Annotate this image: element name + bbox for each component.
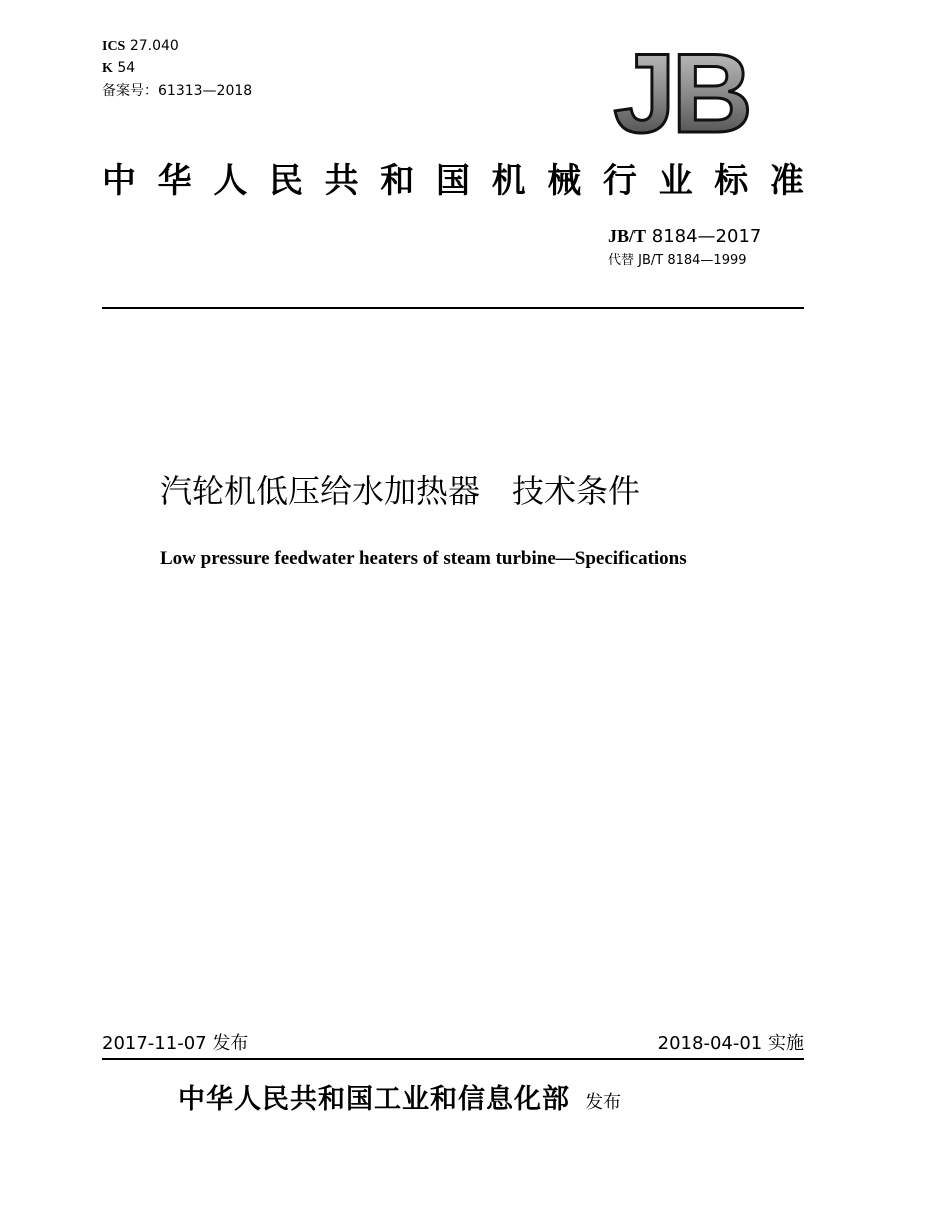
industry-title-char: 国 [435,161,470,201]
industry-title-char: 共 [324,161,359,201]
industry-title-char: 械 [547,161,582,201]
ics-code [102,38,179,55]
record-number: 备案号：61313—2018 [102,83,253,99]
standard-code: 8184—2017 [651,226,762,247]
classification-code [102,60,135,77]
industry-title-char: 机 [491,161,526,201]
header-divider [102,307,804,309]
ics-label: ICS [102,39,126,54]
replaces-standard: 代替 JB/T 8184—1999 [608,253,747,268]
industry-title-char: 和 [380,161,415,201]
ics-value: 27.040 [129,38,179,54]
industry-standard-title [102,157,804,205]
classification-label: K [102,61,113,76]
jb-logo-text: JB [613,42,749,142]
issuer-action: 发布 [585,1092,622,1113]
industry-title-char: 标 [714,161,749,201]
issuer [178,1080,621,1123]
industry-title-char: 民 [268,161,303,201]
industry-title-char: 华 [157,161,192,201]
standard-number [608,225,761,248]
jb-logo [598,42,764,142]
industry-title-char: 中 [102,161,136,201]
industry-title-char: 业 [658,161,693,201]
issue-date: 2017-11-07 发布 [102,1033,249,1054]
implementation-date: 2018-04-01 实施 [657,1033,804,1054]
footer-divider [102,1058,804,1060]
industry-title-char: 行 [602,161,637,201]
classification-value: 54 [117,60,136,76]
document-title-zh: 汽轮机低压给水加热器 技术条件 [160,472,641,510]
industry-title-char: 人 [213,161,248,201]
document-title-en: Low pressure feedwater heaters of steam turbine—Specifications [160,548,687,569]
issuer-name: 中华人民共和国工业和信息化部 [178,1084,570,1115]
standard-prefix: JB/T [608,226,647,246]
industry-title-char: 准 [769,161,804,201]
